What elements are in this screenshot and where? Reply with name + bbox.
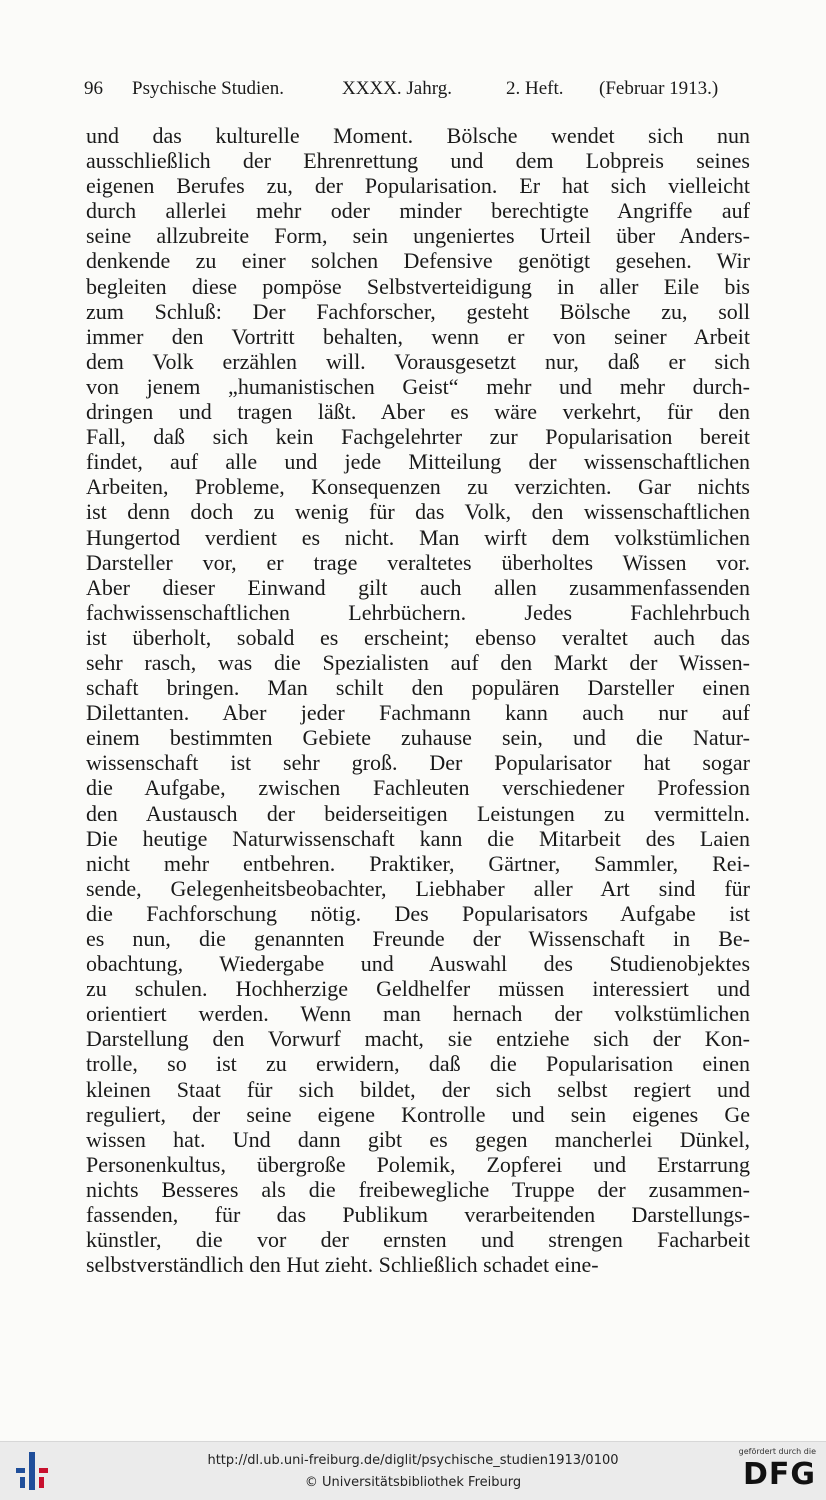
- funding-caption: gefördert durch die: [738, 1447, 816, 1456]
- text-line: künstler, die vor der ernsten und strengen Facharbeit: [86, 1227, 750, 1253]
- text-line: nicht mehr entbehren. Praktiker, Gärtner, Sammler, Rei-: [86, 850, 750, 876]
- body-text: [86, 123, 750, 1277]
- viewer-footer: [0, 1441, 826, 1500]
- text-line: trolle, so ist zu erwidern, daß die Popularisation einen: [86, 1051, 750, 1077]
- text-line: Hungertod verdient es nicht. Man wirft dem volkstümlichen: [86, 524, 750, 550]
- text-line: findet, auf alle und jede Mitteilung der wissenschaftlichen: [86, 449, 750, 475]
- volume-label: XXXX. Jahrg.: [342, 78, 452, 99]
- text-line: die Fachforschung nötig. Des Popularisators Aufgabe ist: [86, 900, 750, 926]
- text-line: reguliert, der seine eigene Kontrolle und sein eigenes Ge: [86, 1101, 750, 1127]
- text-line: wissen hat. Und dann gibt es gegen mancherlei Dünkel,: [86, 1126, 750, 1152]
- text-line: dringen und tragen läßt. Aber es wäre verkehrt, für den: [86, 399, 750, 425]
- text-line: kleinen Staat für sich bildet, der sich selbst regiert und: [86, 1076, 750, 1102]
- text-line: Dilettanten. Aber jeder Fachmann kann auch nur auf: [86, 700, 750, 726]
- issue-date: (Februar 1913.): [599, 78, 719, 99]
- text-line: Fall, daß sich kein Fachgelehrter zur Popularisation bereit: [86, 424, 750, 450]
- copyright-notice: © Universitätsbibliothek Freiburg: [304, 1475, 522, 1490]
- running-header: [84, 76, 752, 102]
- text-line: einem bestimmten Gebiete zuhause sein, und die Natur-: [86, 725, 750, 751]
- text-line: Arbeiten, Probleme, Konsequenzen zu verzichten. Gar nichts: [86, 474, 750, 500]
- text-line: ist denn doch zu wenig für das Volk, den wissenschaftlichen: [86, 499, 750, 525]
- text-line: selbstverständlich den Hut zieht. Schließlich schadet eine-: [86, 1252, 599, 1278]
- text-line: begleiten diese pompöse Selbstverteidigung in aller Eile bis: [86, 273, 750, 299]
- text-line: zum Schluß: Der Fachforscher, gesteht Bölsche zu, soll: [86, 298, 750, 324]
- text-line: nichts Besseres als die freibewegliche Truppe der zusammen-: [86, 1176, 750, 1202]
- text-line: Darstellung den Vorwurf macht, sie entziehe sich der Kon-: [86, 1026, 750, 1052]
- page-number: 96: [84, 78, 103, 99]
- text-line: den Austausch der beiderseitigen Leistungen zu vermitteln.: [86, 800, 750, 826]
- text-line: Darsteller vor, er trage veraltetes überholtes Wissen vor.: [86, 549, 750, 575]
- text-line: fachwissenschaftlichen Lehrbüchern. Jedes Fachlehrbuch: [86, 599, 750, 625]
- text-line: orientiert werden. Wenn man hernach der volkstümlichen: [86, 1001, 750, 1027]
- text-line: Aber dieser Einwand gilt auch allen zusammenfassenden: [86, 574, 750, 600]
- text-line: Die heutige Naturwissenschaft kann die Mitarbeit des Laien: [86, 825, 750, 851]
- issue-label: 2. Heft.: [506, 78, 564, 99]
- text-line: schaft bringen. Man schilt den populären Darsteller einen: [86, 675, 750, 701]
- text-line: ausschließlich der Ehrenrettung und dem Lobpreis seines: [86, 148, 750, 174]
- text-line: wissenschaft ist sehr groß. Der Popularisator hat sogar: [86, 750, 750, 776]
- text-line: von jenem „humanistischen Geist“ mehr und mehr durch-: [86, 373, 750, 399]
- text-line: sende, Gelegenheitsbeobachter, Liebhaber aller Art sind für: [86, 875, 750, 901]
- text-line: Personenkultus, übergroße Polemik, Zopferei und Erstarrung: [86, 1151, 750, 1177]
- text-line: immer den Vortritt behalten, wenn er von seiner Arbeit: [86, 323, 750, 349]
- text-line: es nun, die genannten Freunde der Wissenschaft in Be-: [86, 926, 750, 951]
- text-line: die Aufgabe, zwischen Fachleuten verschiedener Profession: [86, 775, 750, 801]
- text-line: durch allerlei mehr oder minder berechtigte Angriffe auf: [86, 198, 750, 224]
- text-line: eigenen Berufes zu, der Popularisation. Er hat sich vielleicht: [86, 173, 750, 199]
- text-line: dem Volk erzählen will. Vorausgesetzt nur, daß er sich: [86, 348, 750, 374]
- text-line: denkende zu einer solchen Defensive genötigt gesehen. Wir: [86, 248, 750, 274]
- journal-title: Psychische Studien.: [132, 78, 284, 99]
- permalink-url[interactable]: http://dl.ub.uni-freiburg.de/diglit/psychische_studien1913/0100: [207, 1453, 619, 1468]
- text-line: ist überholt, sobald es erscheint; ebenso veraltet auch das: [86, 624, 750, 650]
- text-line: seine allzubreite Form, sein ungeniertes Urteil über Anders-: [86, 223, 750, 249]
- text-line: obachtung, Wiedergabe und Auswahl des Studienobjektes: [86, 951, 750, 977]
- text-line: zu schulen. Hochherzige Geldhelfer müssen interessiert und: [86, 976, 750, 1002]
- text-line: sehr rasch, was die Spezialisten auf den Markt der Wissen-: [86, 649, 750, 675]
- dfg-logo: DFG: [742, 1457, 816, 1492]
- text-line: fassenden, für das Publikum verarbeitenden Darstellungs-: [86, 1202, 750, 1228]
- text-line: und das kulturelle Moment. Bölsche wendet sich nun: [86, 123, 750, 148]
